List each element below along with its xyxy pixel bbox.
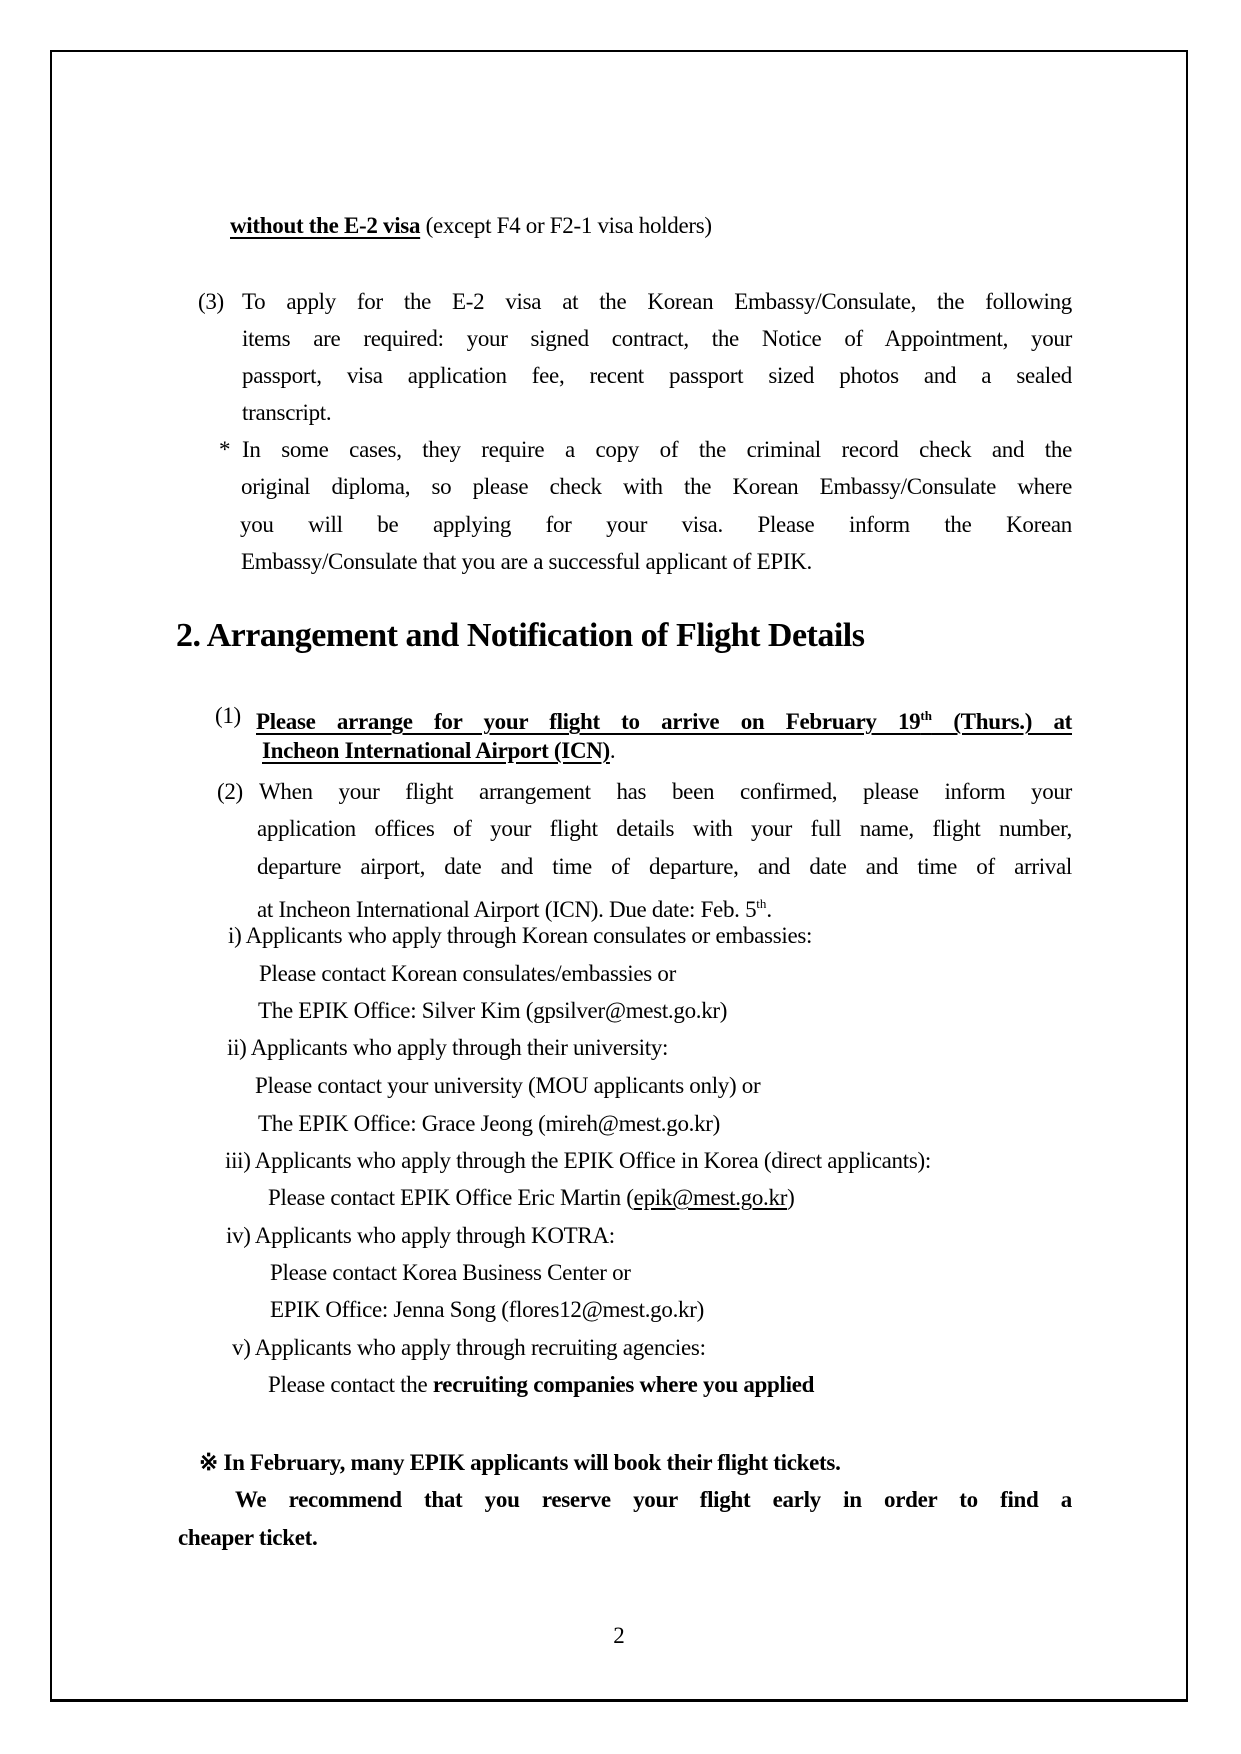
route-i-heading: i) Applicants who apply through Korean consulates or embassies:	[228, 923, 813, 948]
item-3-text-2: items are required: your signed contract, the Notice of Appointment, your	[242, 326, 1072, 351]
item-1-superscript: th	[920, 708, 932, 723]
item-2-text-4: at Incheon International Airport (ICN). Due date: Feb. 5	[257, 897, 757, 922]
february-note-line-2	[235, 1485, 1072, 1515]
item-1-emphasis-1	[256, 709, 1072, 734]
item-2-line-2	[257, 814, 1072, 844]
item-3-text-3: passport, visa application fee, recent passport sized photos and a sealed	[242, 363, 1072, 388]
item-1-text-1-tail: (Thurs.) at	[931, 709, 1072, 734]
item-1-line-1	[215, 701, 1072, 737]
route-v-heading: v) Applicants who apply through recruiting agencies:	[232, 1335, 706, 1360]
star-note-text-3: you will be applying for your visa. Please inform the Korean	[240, 512, 1072, 537]
star-note-line-2	[241, 472, 1072, 502]
item-2-text-2: application offices of your flight details with your full name, flight number,	[257, 816, 1072, 841]
star-note-text-4: Embassy/Consulate that you are a successful applicant of EPIK.	[241, 549, 812, 574]
item-2-text-1: When your flight arrangement has been confirmed, please inform your	[259, 779, 1072, 804]
route-iv-heading: iv) Applicants who apply through KOTRA:	[226, 1223, 615, 1248]
route-iv-contact-2: EPIK Office: Jenna Song (flores12@mest.go.kr)	[270, 1297, 704, 1322]
section-2-heading: 2. Arrangement and Notification of Flight Details	[176, 617, 865, 654]
star-note-text-1: In some cases, they require a copy of the criminal record check and the	[242, 437, 1072, 462]
item-3-line-4	[242, 398, 331, 428]
item-3-text-1: To apply for the E-2 visa at the Korean Embassy/Consulate, the following	[242, 289, 1072, 314]
item-1-emphasis-2: Incheon International Airport (ICN)	[262, 738, 610, 763]
route-ii-contact-1: Please contact your university (MOU applicants only) or	[255, 1073, 761, 1098]
item-2-marker: (2)	[217, 779, 243, 804]
item-2-line-3	[257, 852, 1072, 882]
item-3-marker: (3)	[198, 289, 224, 314]
star-note-marker: *	[219, 437, 231, 462]
item-2-text-3: departure airport, date and time of departure, and date and time of arrival	[257, 854, 1072, 879]
route-iii-heading: iii) Applicants who apply through the EPIK Office in Korea (direct applicants):	[225, 1148, 931, 1173]
star-note-line-4	[241, 547, 812, 577]
route-v-contact-pre: Please contact the	[268, 1372, 433, 1397]
route-v-contact-bold: recruiting companies where you applied	[432, 1372, 815, 1397]
item-1-marker: (1)	[215, 703, 241, 728]
item-1-period: .	[609, 738, 616, 763]
route-v-contact-1	[268, 1370, 814, 1400]
item-1-text-1: Please arrange for your flight to arrive on February 19	[256, 709, 921, 734]
item-2-line-4	[257, 889, 772, 925]
route-i-contact-1: Please contact Korean consulates/embassies or	[259, 961, 676, 986]
item-2-superscript: th	[756, 896, 767, 911]
epik-email-link[interactable]: epik@mest.go.kr	[633, 1185, 788, 1210]
route-ii-heading: ii) Applicants who apply through their university:	[227, 1035, 669, 1060]
star-note-line-3	[240, 510, 1072, 540]
item-3-line-3	[242, 361, 1072, 391]
route-i-contact-2: The EPIK Office: Silver Kim (gpsilver@mest.go.kr)	[258, 998, 728, 1023]
route-iv-contact-1: Please contact Korea Business Center or	[270, 1260, 631, 1285]
item-1-line-2	[262, 736, 615, 766]
route-iii-contact-pre: Please contact EPIK Office Eric Martin (	[268, 1185, 634, 1210]
page-number: 2	[613, 1623, 625, 1648]
item-3-text-4: transcript.	[242, 400, 332, 425]
item-3-line-2	[242, 324, 1072, 354]
item-2-line-1	[217, 777, 1072, 807]
route-iii-contact-1	[268, 1183, 794, 1213]
february-note-line-3: cheaper ticket.	[178, 1525, 318, 1550]
item-3-line-1	[198, 287, 1072, 317]
star-note-text-2: original diploma, so please check with the Korean Embassy/Consulate where	[241, 474, 1072, 499]
visa-exception-rest: (except F4 or F2-1 visa holders)	[420, 213, 712, 238]
february-note-text-2: We recommend that you reserve your flight early in order to find a	[235, 1487, 1072, 1512]
route-ii-contact-2: The EPIK Office: Grace Jeong (mireh@mest.go.kr)	[258, 1111, 721, 1136]
visa-exception-emphasis: without the E-2 visa	[230, 213, 421, 238]
item-2-period: .	[766, 897, 772, 922]
visa-exception-line	[230, 211, 712, 241]
star-note-line-1	[219, 435, 1072, 465]
february-note-line-1: ※ In February, many EPIK applicants will book their flight tickets.	[199, 1450, 841, 1475]
route-iii-contact-post: )	[787, 1185, 795, 1210]
